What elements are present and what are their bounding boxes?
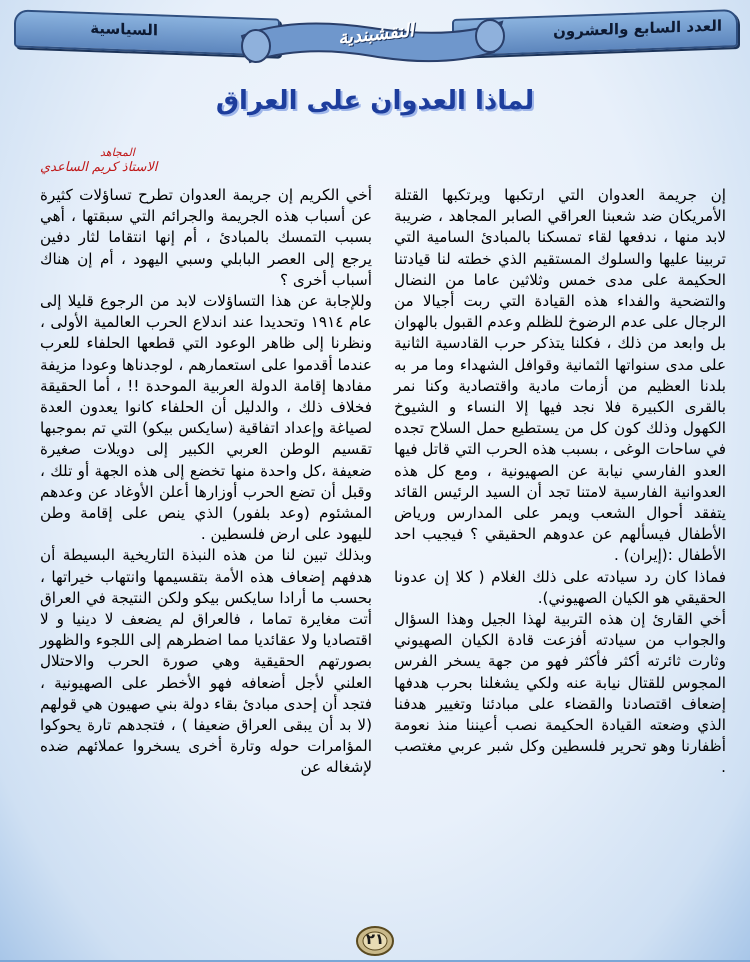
author-title: المجاهد <box>100 146 135 159</box>
ribbon-title: النقشبندية <box>337 20 415 49</box>
page-number: ٢١ <box>365 930 385 948</box>
paragraph: وبذلك تبين لنا من هذه النبذة التاريخية البسيطة أن هدفهم إضعاف هذه الأمة بتقسيمها وانتهاب خيراتها ، بحسب ما أرادا سايكس بيكو ولكن النتيجة في العراق أتت مغايرة تماما ، فالعراق لم يضعف لا دينيا و لا اقتصاديا ولا عقائديا مما اضطرهم إلى اللجوء والظهور بصورتهم الحقيقية وهي صورة الحرب والاحتلال العلني لأجل أضعافه فهو الأخطر على الصهيونية ، فتجد أن إحدى مبادئ بقاء دولة بني صهيون هي قولهم (لا بد أن يبقى العراق ضعيفا ) ، فتجدهم تارة يحوكوا المؤامرات حوله وتارة أخرى يسخروا عملائهم ضده لإشغاله عن <box>40 546 372 777</box>
section-label: السياسية <box>90 19 158 40</box>
paragraph: فماذا كان رد سيادته على ذلك الغلام ( كلا إن عدونا الحقيقي هو الكيان الصهيوني). <box>394 567 726 607</box>
paragraph: وللإجابة عن هذا التساؤلات لابد من الرجوع قليلا إلى عام ١٩١٤ وتحديدا عند اندلاع الحرب العالمية الأولى ، ونظرنا إلى ظاهر الوعود التي قطعها الحلفاء للعرب عندما أقدموا على استعمارهم ، لوجدناها وعودا مزيفة مفادها إقامة الدولة العربية الموحدة !! ، أما الحقيقة فخلاف ذلك ، والدليل أن الحلفاء كانوا يعدون العدة لصياغة وإعداد اتفاقية (سايكس بيكو) التي تم بموجبها تقسيم الوطن العربي الكبير إلى دويلات صغيرة ضعيفة ،كل واحدة منها تخضع إلى هذه الجهة أو تلك ، وقبل أن تضع الحرب أوزارها أعلن الأوغاد عن وعدهم المشئوم (وعد بلفور) الذي ينص على إقامة وطن لليهود على ارض فلسطين . <box>40 292 372 544</box>
issue-label: العدد السابع والعشرون <box>553 16 722 41</box>
article-title: لماذا العدوان على العراق <box>215 86 535 116</box>
author-name: الاستاذ كريم الساعدي <box>40 160 158 175</box>
article-column-right <box>394 185 726 779</box>
paragraph: أخي القارئ إن هذه التربية لهذا الجيل وهذا السؤال والجواب من سيادته أفزعت قادة الكيان الصهيوني وثارت ثائرته أكثر فأكثر فهو من جهة يسخر الفرس المجوس للقتال نيابة عنه ولكي يشغلنا بحرب هدفها إضعاف اقتصادنا والقضاء على مبادئنا وتغيير هدفنا الذي وضعته القيادة الحكيمة نصب أعيننا منذ نعومة أظفارنا وهو تحرير فلسطين وكل شبر عربي مغتصب . <box>394 610 726 777</box>
page-number-badge <box>355 924 395 958</box>
article-column-left <box>40 185 372 779</box>
paragraph: إن جريمة العدوان التي ارتكبها ويرتكبها القتلة الأمريكان ضد شعبنا العراقي الصابر المجاهد ، ضريبة لابد منها ، ندفعها لقاء تمسكنا بالمبادئ السامية التي تربينا عليها والسلوك المستقيم الذي خطته لنا قيادتنا الحكيمة على مدى خمس وثلاثين عاما من النضال والتضحية والفداء هذه القيادة التي ربت أجيالا من الرجال على عدم الرضوخ للظلم وعدم القبول بالهوان بل وابعد من ذلك ، فكلنا يتذكر حرب القادسية الثانية على مدى سنواتها الثمانية وقوافل الشهداء وما مر به بلدنا العظيم من أزمات مادية واقتصادية وكنا نمر بالقرى الكبيرة فلا نجد فيها إلا النساء و الشيوخ الكهول وذلك كون كل من يستطيع حمل السلاح تجده في ساحات الوغى ، بسبب هذه الحرب التي قاتل فيها العدو الفارسي نيابة عن الصهيونية ، ومع كل هذه العدوانية الفارسية لامتنا تجد أن السيد الرئيس القائد يتفقد أحوال الشعب ويمر على المدارس ورياض الأطفال فيسألهم عن عدوهم الحقيقي ؟ فيجيب احد الأطفال :(إيران) . <box>394 186 726 565</box>
paragraph: أخي الكريم إن جريمة العدوان تطرح تساؤلات كثيرة عن أسباب هذه الجريمة والجرائم التي سبقتها ، أهي بسبب التمسك بالمبادئ ، أم إنها انتقاما لثار دفين يرجع إلى العصر البابلي وسبي اليهود ، أم إن هناك أسباب أخرى ؟ <box>40 186 372 289</box>
